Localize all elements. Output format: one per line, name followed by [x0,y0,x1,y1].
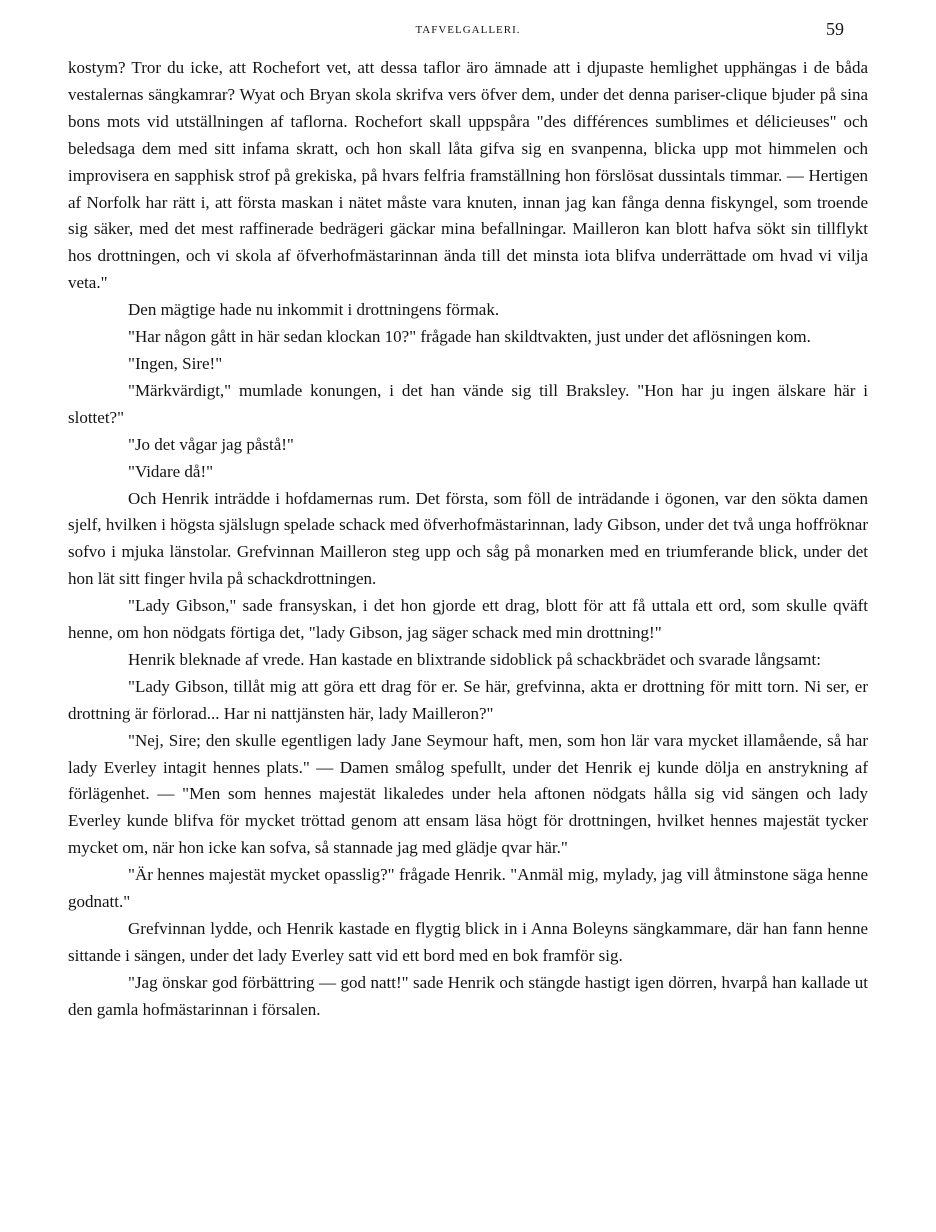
paragraph-11: "Lady Gibson, tillåt mig att göra ett drag för er. Se här, grefvinna, akta er drottning för mitt torn. Ni ser, er drottning är förlorad... Har ni nattjänsten här, lady Mailleron?" [68,676,868,723]
page-header [68,18,868,44]
page-number: 59 [826,19,844,39]
paragraph-4: "Ingen, Sire!" [128,353,223,373]
paragraph-8: Och Henrik inträdde i hofdamernas rum. Det första, som föll de inträdande i ögonen, var den sökta damen sjelf, hvilken i högsta själslugn spelade schack med öfverhofmästarinnan, lady Gibson, under det två unga hoffröknar sofvo i mjuka länstolar. Grefvinnan Mailleron steg upp och såg på monarken med en triumferande blick, under det hon lät sitt finger hvila på schackdrottningen. [68,488,868,589]
paragraph-13: "Är hennes majestät mycket opasslig?" frågade Henrik. "Anmäl mig, mylady, jag vill åtminstone säga henne godnatt." [68,865,868,912]
paragraph-1: kostym? Tror du icke, att Rochefort vet, att dessa taflor äro ämnade att i djupaste hemlighet upphängas i de båda vestalernas sängkamrar? Wyat och Bryan skola skrifva vers öfver dem, under det denna pariser-clique bjuder på sina bons mots vid utställningen af taflorna. Rochefort skall uppspåra "des différences sumblimes et délicieuses" och beledsaga dem med sitt infama skratt, och hon skall låta gifva sig en svanpenna, blicka upp mot himmelen och improvisera en sapphisk strof på grekiska, på hvars felfria framställning hon förslösat dussintals timmar. — Hertigen af Norfolk har rätt i, att första maskan i nätet måste vara knuten, innan jag kan fånga denna fiskyngel, som troende sig säker, med det mest raffinerade bedrägeri gäckar mina befallningar. Mailleron kan blott hafva sökt sin tillflykt hos drottningen, och vi skola af öfverhofmästarinnan ända till det minsta iota blifva underrättade om hvad vi vilja veta." [68,58,868,293]
running-title: TAFVELGALLERI. [415,24,521,36]
paragraph-6: "Jo det vågar jag påstå!" [128,434,294,454]
paragraph-10: Henrik bleknade af vrede. Han kastade en blixtrande sidoblick på schackbrädet och svarade långsamt: [128,649,821,669]
body-text [68,55,868,1024]
paragraph-15: "Jag önskar god förbättring — god natt!" sade Henrik och stängde hastigt igen dörren, hvarpå han kallade ut den gamla hofmästarinnan i försalen. [68,972,868,1019]
paragraph-5: "Märkvärdigt," mumlade konungen, i det han vände sig till Braksley. "Hon har ju ingen älskare här i slottet?" [68,380,868,427]
paragraph-12: "Nej, Sire; den skulle egentligen lady Jane Seymour haft, men, som hon lär vara mycket illamående, så har lady Everley intagit hennes plats." — Damen smålog spefullt, under det Henrik ej kunde dölja en anstrykning af förlägenhet. — "Men som hennes majestät likaledes under hela aftonen nödgats hålla sig vid sängen och lady Everley kunde blifva för mycket tröttad genom att ensam läsa högt för drottningen, hvilket hennes majestät tycker mycket om, när hon icke kan sofva, så stannade jag med glädje qvar här." [68,730,868,858]
paragraph-14: Grefvinnan lydde, och Henrik kastade en flygtig blick in i Anna Boleyns sängkammare, där han fann henne sittande i sängen, under det lady Everley satt vid ett bord med en bok framför sig. [68,919,868,965]
paragraph-2: Den mägtige hade nu inkommit i drottningens förmak. [128,300,500,320]
paragraph-9: "Lady Gibson," sade fransyskan, i det hon gjorde ett drag, blott för att få uttala ett ord, som skulle qväft henne, om hon nödgats förtiga det, "lady Gibson, jag säger schack med min drottning!" [68,596,868,643]
paragraph-7: "Vidare då!" [128,461,214,481]
paragraph-3: "Har någon gått in här sedan klockan 10?" frågade han skildtvakten, just under det aflösningen kom. [128,327,811,347]
